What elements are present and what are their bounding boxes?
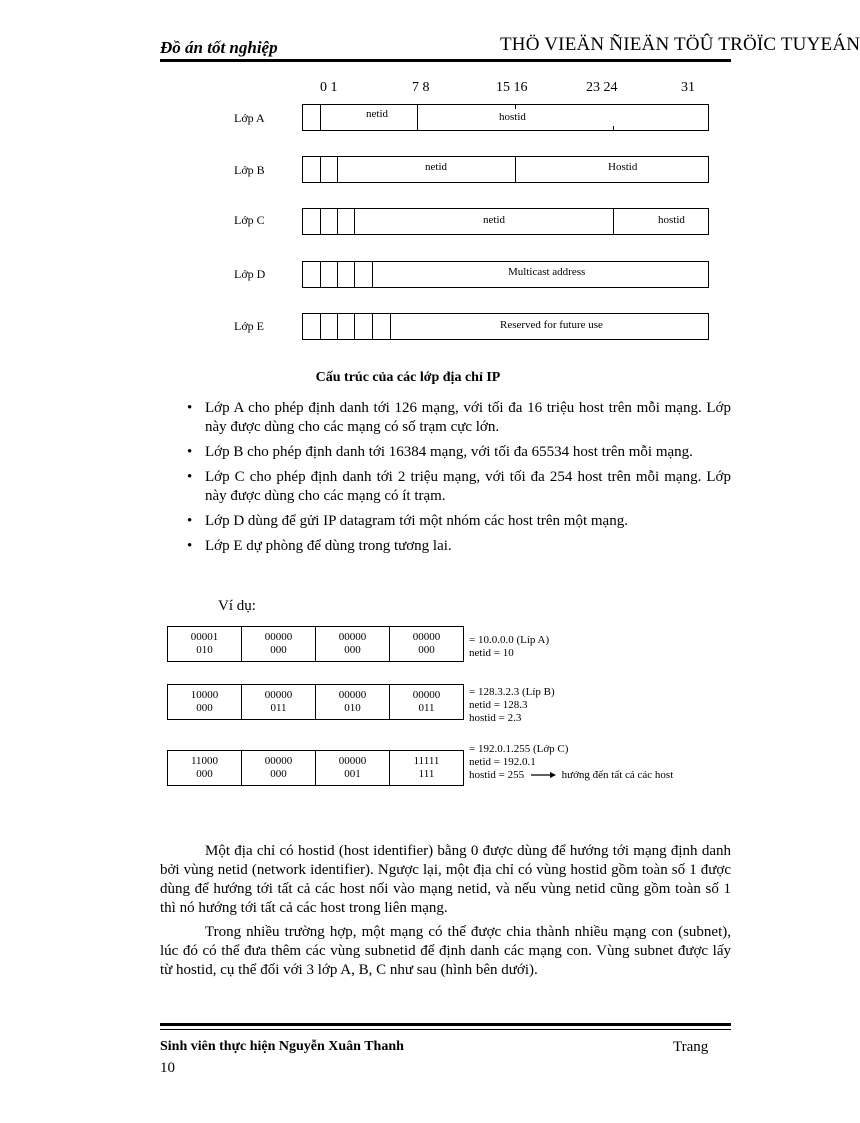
octet-bits-high: 10000 — [190, 689, 219, 701]
bullet-text: Lớp A cho phép định danh tới 126 mạng, với tối đa 16 triệu host trên mỗi mạng. Lớp này được dùng cho các mạng có số trạm cực lớn. — [205, 400, 731, 435]
octet-bits-high: 00000 — [338, 689, 367, 701]
bullet-text: Lớp C cho phép định danh tới 2 triệu mạng, với tối đa 254 host trên mỗi mạng. Lớp này được dùng cho các mạng có ít trạm. — [205, 469, 731, 504]
octet-cell — [241, 627, 315, 661]
footer-rule-thin — [160, 1029, 731, 1030]
class-b-box — [302, 156, 709, 183]
field-divider — [320, 209, 321, 234]
address-value: = 192.0.1.255 (Lớp C) — [469, 743, 569, 755]
octet-bits-low: 000 — [344, 644, 361, 656]
example-note — [469, 743, 673, 782]
hostid-field: hostid — [499, 111, 526, 123]
field-divider — [515, 157, 516, 182]
list-item — [187, 399, 731, 437]
bullet-dot: • — [187, 538, 193, 554]
octet-cell — [241, 685, 315, 719]
octet-bits-low: 011 — [418, 702, 435, 714]
octet-bits-high: 00000 — [338, 631, 367, 643]
field-divider — [337, 157, 338, 182]
bit-number: 7 8 — [412, 80, 430, 95]
field-divider — [354, 262, 355, 287]
field-divider — [354, 314, 355, 339]
field-divider — [337, 262, 338, 287]
class-label: Lớp E — [234, 319, 265, 333]
body-paragraph: Trong nhiều trường hợp, một mạng có thể được chia thành nhiều mạng con (subnet), lúc đó có thể đưa thêm các vùng subnetid để định danh các mạng con. Vùng subnet được lấy từ hostid, cụ thể đối với 3 lớp A, B, C như sau (hình bên dưới). — [160, 924, 731, 978]
field-divider — [320, 105, 321, 130]
body-paragraph: Một địa chỉ có hostid (host identifier) bằng 0 được dùng để hướng tới mạng định danh bởi vùng netid (network identifier). Ngược lại, một địa chỉ có vùng hostid gồm toàn số 1 được dùng để hướng tới tất cả các host nối vào mạng netid, và nếu vùng netid cũng gồm toàn số 1 thì nó hướng tới tất cả các host trong liên mạng. — [160, 843, 731, 916]
example-note — [469, 686, 555, 725]
octet-bits-low: 001 — [344, 768, 361, 780]
example-label: Ví dụ: — [218, 598, 256, 614]
list-item — [187, 443, 731, 462]
list-item — [187, 468, 731, 506]
class-label: Lớp B — [234, 163, 265, 177]
bullet-text: Lớp E dự phòng để dùng trong tương lai. — [205, 538, 452, 554]
octet-bits-low: 000 — [418, 644, 435, 656]
example-address-row — [167, 626, 464, 662]
footer-rule — [160, 1023, 731, 1026]
hostid-line — [469, 769, 673, 782]
address-value: = 10.0.0.0 (Líp A) — [469, 634, 550, 646]
octet-cell — [315, 627, 389, 661]
figure-caption: Cấu trúc của các lớp địa chỉ IP — [315, 370, 501, 385]
multicast-field: Multicast address — [508, 266, 586, 278]
field-divider — [337, 314, 338, 339]
octet-cell — [315, 751, 389, 785]
octet-cell — [168, 627, 241, 661]
bullet-dot: • — [187, 513, 193, 529]
page-number: 10 — [160, 1060, 175, 1076]
bullet-dot: • — [187, 400, 193, 416]
class-a-box — [302, 104, 709, 131]
octet-bits-high: 00000 — [264, 689, 293, 701]
field-divider — [320, 262, 321, 287]
list-item — [187, 512, 731, 531]
netid-field: netid — [483, 214, 505, 226]
field-tick — [515, 105, 516, 109]
class-label: Lớp D — [234, 267, 266, 281]
octet-bits-low: 000 — [196, 768, 213, 780]
field-divider — [320, 314, 321, 339]
netid-value: netid = 10 — [469, 647, 514, 659]
arrow-right-icon — [530, 771, 556, 779]
bit-number: 31 — [681, 80, 695, 95]
hostid-value: hostid = 255 — [469, 769, 525, 781]
field-divider — [613, 209, 614, 234]
octet-bits-high: 00000 — [264, 631, 293, 643]
bullet-list — [187, 399, 731, 562]
class-label: Lớp A — [234, 111, 265, 125]
hostid-field: hostid — [658, 214, 685, 226]
bullet-dot: • — [187, 469, 193, 485]
field-divider — [372, 314, 373, 339]
octet-bits-high: 11000 — [190, 755, 219, 767]
class-d-box — [302, 261, 709, 288]
reserved-field: Reserved for future use — [500, 319, 603, 331]
netid-field: netid — [366, 108, 388, 120]
bullet-text: Lớp B cho phép định danh tới 16384 mạng, với tối đa 65534 host trên mỗi mạng. — [205, 444, 693, 460]
field-divider — [337, 209, 338, 234]
bit-number: 15 16 — [496, 80, 528, 95]
class-c-box — [302, 208, 709, 235]
bit-number: 23 24 — [586, 80, 618, 95]
field-divider — [417, 105, 418, 130]
document-header-title: Đồ án tốt nghiệp — [160, 38, 278, 57]
hostid-field: Hostid — [608, 161, 638, 173]
octet-bits-high: 00000 — [338, 755, 367, 767]
bullet-dot: • — [187, 444, 193, 460]
octet-bits-low: 010 — [196, 644, 213, 656]
octet-bits-high: 00000 — [412, 631, 441, 643]
hostid-value: hostid = 2.3 — [469, 712, 522, 724]
octet-cell — [389, 627, 463, 661]
octet-bits-low: 011 — [270, 702, 287, 714]
octet-bits-low: 000 — [196, 702, 213, 714]
netid-value: netid = 192.0.1 — [469, 756, 536, 768]
octet-bits-low: 010 — [344, 702, 361, 714]
octet-bits-low: 000 — [270, 644, 287, 656]
list-item — [187, 537, 731, 556]
netid-field: netid — [425, 161, 447, 173]
field-divider — [320, 157, 321, 182]
octet-cell — [389, 751, 463, 785]
octet-cell — [241, 751, 315, 785]
example-note — [469, 634, 549, 660]
field-divider — [354, 209, 355, 234]
octet-bits-high: 11111 — [413, 755, 440, 767]
address-value: = 128.3.2.3 (Líp B) — [469, 686, 555, 698]
octet-bits-high: 00000 — [264, 755, 293, 767]
octet-bits-low: 111 — [418, 768, 435, 780]
example-address-row — [167, 684, 464, 720]
octet-bits-high: 00000 — [412, 689, 441, 701]
octet-cell — [389, 685, 463, 719]
octet-cell — [168, 685, 241, 719]
field-tick — [613, 126, 614, 130]
octet-bits-high: 00001 — [190, 631, 219, 643]
bit-number: 0 1 — [320, 80, 338, 95]
field-divider — [390, 314, 391, 339]
header-rule — [160, 59, 731, 62]
class-e-box — [302, 313, 709, 340]
example-address-row — [167, 750, 464, 786]
class-label: Lớp C — [234, 213, 265, 227]
octet-cell — [315, 685, 389, 719]
octet-bits-low: 000 — [270, 768, 287, 780]
field-divider — [372, 262, 373, 287]
page-label: Trang — [673, 1039, 709, 1055]
netid-value: netid = 128.3 — [469, 699, 528, 711]
bullet-text: Lớp D dùng để gửi IP datagram tới một nhóm các host trên một mạng. — [205, 513, 628, 529]
octet-cell — [168, 751, 241, 785]
student-name: Sinh viên thực hiện Nguyễn Xuân Thanh — [160, 1039, 404, 1054]
library-header-title: THÖ VIEÄN ÑIEÄN TÖÛ TRÖÏC TUYEÁN — [500, 34, 860, 55]
arrow-note: hướng đến tất cả các host — [561, 769, 674, 781]
